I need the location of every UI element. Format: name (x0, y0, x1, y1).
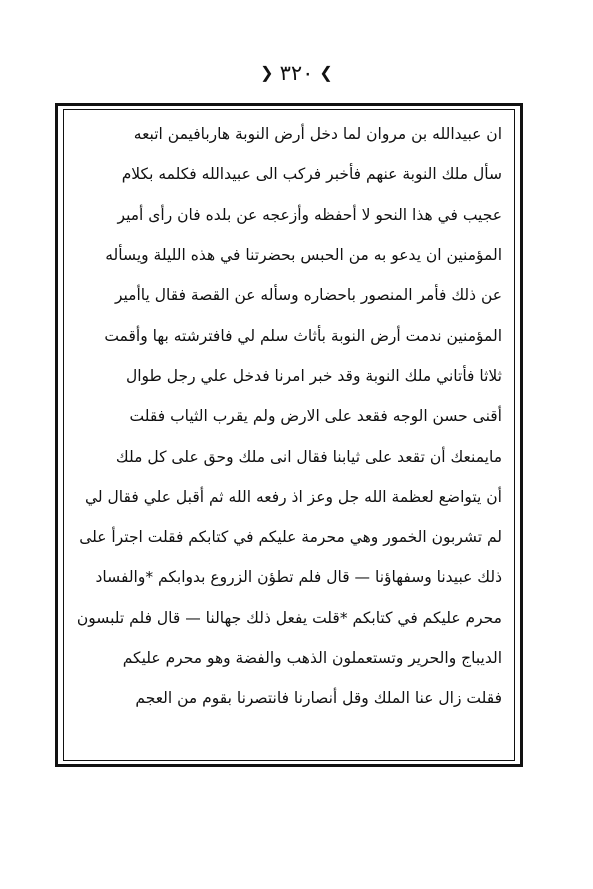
text-line (76, 718, 502, 758)
text-line: المؤمنين ندمت أرض النوبة بأثاث سلم لي فافترشته بها وأقمت (104, 326, 502, 345)
text-line: أقنى حسن الوجه فقعد على الارض ولم يقرب الثياب فقلت (129, 407, 502, 426)
text-line: عجيب في هذا النحو لا أحفظه وأزعجه عن بلده فان رأى أمير (117, 205, 502, 224)
text-line: ثلاثا فأتاني ملك النوبة وقد خبر امرنا فدخل علي رجل طوال (125, 366, 502, 385)
text-line: ان عبيدالله بن مروان لما دخل أرض النوبة هاربافيمن اتبعه (133, 125, 502, 144)
page-header (0, 58, 593, 88)
text-line: مايمنعك أن تقعد على ثيابنا فقال انى ملك وحق على كل ملك (115, 447, 502, 466)
text-line: لم تشربون الخمور وهي محرمة عليكم في كتابكم فقلت اجترأ على (79, 528, 502, 547)
ornament-left-icon: ❮ (260, 63, 274, 82)
ornament-right-icon: ❯ (319, 63, 333, 82)
text-line: سأل ملك النوبة عنهم فأخبر فركب الى عبيدالله فكلمه بكلام (121, 165, 502, 184)
page-number: ٣٢٠ (279, 60, 314, 85)
text-line: عن ذلك فأمر المنصور باحضاره وسأله عن القصة فقال ياأمير (114, 286, 502, 305)
text-line: محرم عليكم في كتابكم *قلت يفعل ذلك جهالنا — قال فلم تلبسون (76, 608, 502, 627)
body-text (76, 114, 502, 758)
text-line: فقلت زال عنا الملك وقل أنصارنا فانتصرنا بقوم من العجم (135, 689, 502, 708)
text-line: المؤمنين ان يدعو به من الحبس بحضرتنا في هذه الليلة ويسأله (105, 246, 502, 265)
text-line: أن يتواضع لعظمة الله جل وعز اذ رفعه الله ثم أقبل علي فقال لي (84, 487, 502, 506)
text-line: ذلك عبيدنا وسفهاؤنا — قال فلم تطؤن الزروع بدوابكم *والفساد (95, 568, 502, 587)
text-line: الديباج والحرير وتستعملون الذهب والفضة وهو محرم عليكم (122, 649, 502, 667)
